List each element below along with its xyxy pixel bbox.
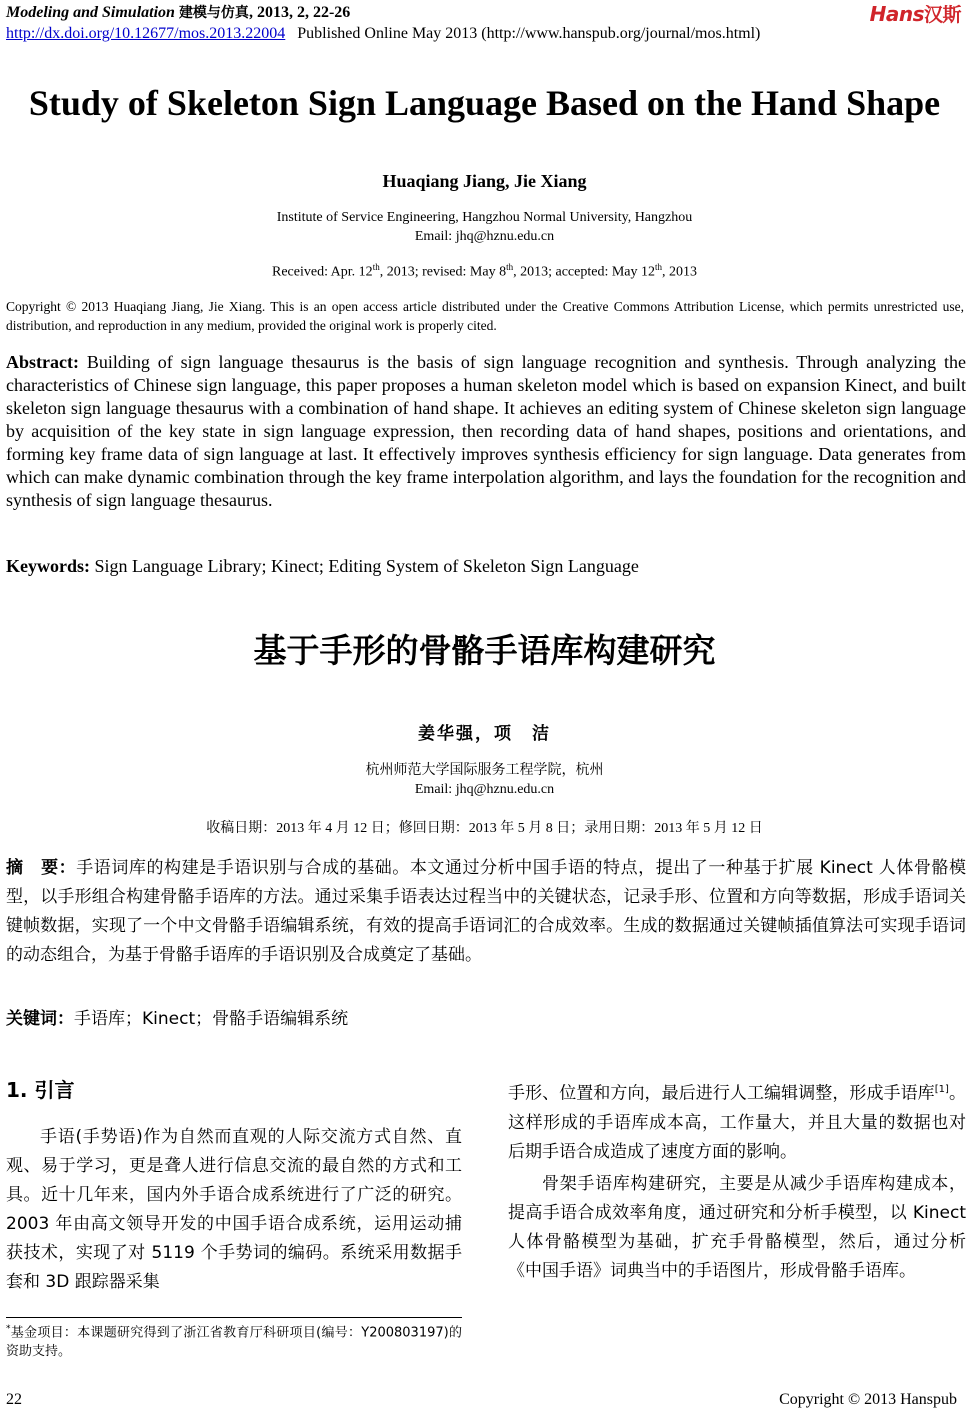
journal-name-cn: 建模与仿真 <box>178 5 249 21</box>
footnote-mark: * <box>6 1324 11 1334</box>
right-paragraph-2: 骨架手语库构建研究，主要是从减少手语库构建成本，提高手语合成效率角度，通过研究和分析手模型，以 Kinect 人体骨骼模型为基础，扩充手骨骼模型，然后，通过分析《中国手语》词典当中的手语图片，形成骨骼手语库。 <box>508 1173 966 1281</box>
cn-authors: 姜华强，项 洁 <box>418 724 551 744</box>
cn-received-dates: 收稿日期：2013 年 4 月 12 日；修回日期：2013 年 5 月 8 日；录用日期：2013 年 5 月 12 日 <box>206 821 763 836</box>
right-paragraph-1-text: 手形、位置和方向，最后进行人工编辑调整，形成手语库 <box>508 1083 935 1104</box>
abstract-label: Abstract: <box>6 352 79 372</box>
received-dates <box>0 262 969 281</box>
affiliation-block <box>0 208 969 246</box>
abstract-text: Building of sign language thesaurus is the basis of sign language recognition and synthesis. Through analyzing the characteristics of Chinese sign language, this paper proposes a human skeleton model which is based on expansion Kinect, and built skeleton sign language thesaurus with a combination of hand shape. It achieves an editing system of Chinese skeleton sign language by acquisition of the key state in sign language expression, then recording data of hand shapes, positions and orientations, and forming key frame data of sign language at last. It effectively improves synthesis efficiency for sign language. Data generates from which can make dynamic combination through the key frame interpolation algorithm, and lays the foundation for the recognition and synthesis of sign language thesaurus. <box>6 352 966 510</box>
cn-abstract-text: 手语词库的构建是手语识别与合成的基础。本文通过分析中国手语的特点，提出了一种基于扩展 Kinect 人体骨骼模型，以手形组合构建骨骼手语库的方法。通过采集手语表达过程当中的关键状态，记录手形、位置和方向等数据，形成手语词关键帧数据，实现了一个中文骨骼手语编辑系统，有效的提高手语词汇的合成效率。生成的数据通过关键帧插值算法可实现手语词的动态组合，为基于骨骼手语库的手语识别及合成奠定了基础。 <box>6 858 966 965</box>
cn-paper-title: 基于手形的骨骼手语库构建研究 <box>253 631 716 670</box>
affiliation: Institute of Service Engineering, Hangzhou Normal University, Hangzhou <box>276 210 693 225</box>
doi-link[interactable]: http://dx.doi.org/10.12677/mos.2013.22004 <box>6 25 286 42</box>
footnote-text: 基金项目：本课题研究得到了浙江省教育厅科研项目(编号：Y200803197)的资助支持。 <box>6 1325 462 1360</box>
right-column <box>508 1075 966 1286</box>
cn-keywords-text: 手语库；Kinect；骨骼手语编辑系统 <box>74 1009 349 1029</box>
right-paragraph-1 <box>508 1075 966 1167</box>
cn-email: Email: jhq@hznu.edu.cn <box>414 782 555 797</box>
received-sup: th <box>372 262 380 272</box>
date-suffix: , 2013 <box>662 264 698 280</box>
citation[interactable]: [1] <box>934 1084 949 1095</box>
copyright-notice: Copyright © 2013 Huaqiang Jiang, Jie Xiang. This is an open access article distributed under the Creative Commons Attribution License, which permits unrestricted use, distribution, and reproduction in any medium, provided the original work is properly cited. <box>6 299 964 333</box>
abstract <box>6 351 966 512</box>
cn-affiliation-block <box>0 761 969 799</box>
journal-volume: , 2013, 2, 22-26 <box>248 4 351 21</box>
logo-en: Hans <box>869 2 924 26</box>
revised-sup: th <box>506 262 514 272</box>
keywords <box>6 556 639 577</box>
section-heading: 1. 引言 <box>6 1078 75 1102</box>
accepted-date: , 2013; accepted: May 12 <box>513 264 655 280</box>
revised-date: , 2013; revised: May 8 <box>379 264 507 280</box>
cn-keywords <box>6 1004 348 1029</box>
keywords-label: Keywords: <box>6 556 90 576</box>
authors: Huaqiang Jiang, Jie Xiang <box>382 171 587 191</box>
journal-name: Modeling and Simulation <box>6 4 175 21</box>
cn-affiliation: 杭州师范大学国际服务工程学院，杭州 <box>365 763 604 778</box>
keywords-text: Sign Language Library; Kinect; Editing System of Skeleton Sign Language <box>90 556 639 576</box>
hans-logo <box>870 0 961 27</box>
cn-abstract-label: 摘 要： <box>6 858 77 878</box>
right-paragraph-1-text-cont: 。这样形成的手语库成本高，工作量大，并且大量的数据也对后期手语合成造成了速度方面的影响。 <box>508 1083 967 1162</box>
footnote-divider <box>6 1317 462 1318</box>
accepted-sup: th <box>655 262 663 272</box>
footer-copyright: Copyright © 2013 Hanspub <box>779 1391 957 1408</box>
doi-line <box>6 25 760 43</box>
logo-cn: 汉斯 <box>923 4 961 26</box>
page-number: 22 <box>6 1391 22 1408</box>
received-date: Received: Apr. 12 <box>271 264 373 280</box>
published-info: Published Online May 2013 (http://www.hanspub.org/journal/mos.html) <box>297 25 761 42</box>
left-column-paragraph: 手语(手势语)作为自然而直观的人际交流方式自然、直观、易于学习，更是聋人进行信息交流的最自然的方式和工具。近十几年来，国内外手语合成系统进行了广泛的研究。2003 年由高文领导开发的中国手语合成系统，运用运动捕获技术，实现了对 5119 个手势词的编码。系统采用数据手套和 3D 跟踪器采集 <box>6 1127 462 1292</box>
email: Email: jhq@hznu.edu.cn <box>414 229 555 244</box>
cn-keywords-label: 关键词： <box>6 1009 74 1029</box>
journal-header <box>6 2 350 22</box>
cn-abstract <box>6 854 966 970</box>
footnote <box>6 1320 462 1361</box>
paper-title: Study of Skeleton Sign Language Based on the Hand Shape <box>28 83 941 123</box>
